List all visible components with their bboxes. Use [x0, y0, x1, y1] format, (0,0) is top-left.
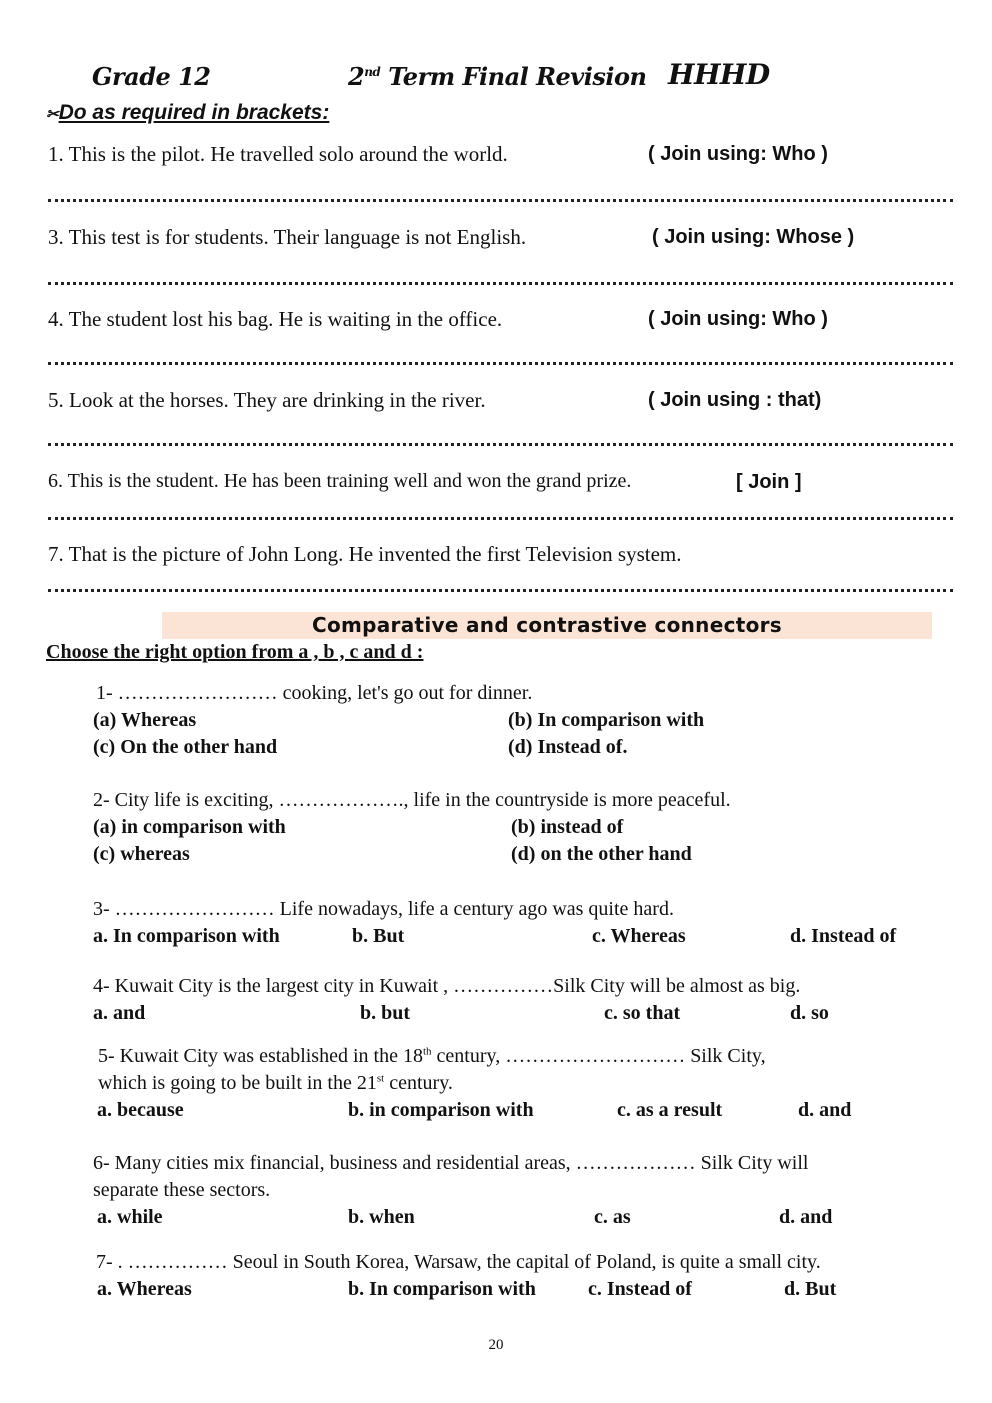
section-heading-text: Do as required in brackets: — [58, 101, 330, 124]
exercise-3-instruction: ( Join using: Whose ) — [652, 226, 855, 248]
mcq-1-option-d[interactable]: (d) Instead of. — [508, 736, 628, 758]
mcq-5-sup-st: st — [376, 1072, 385, 1085]
exercise-7-text: 7. That is the picture of John Long. He invented the first Television system. — [48, 542, 682, 566]
school-code: HHHD — [668, 58, 770, 91]
answer-line-6[interactable] — [48, 517, 953, 520]
mcq-5-sup-th: th — [422, 1045, 432, 1058]
mcq-3-option-b[interactable]: b. But — [352, 925, 405, 947]
mcq-5-part-b: century, ……………………… Silk City, — [431, 1045, 766, 1067]
mcq-4-question: 4- Kuwait City is the largest city in Kuwait , ……………Silk City will be almost as big. — [93, 975, 801, 997]
section-banner-text: Comparative and contrastive connectors — [311, 613, 783, 637]
mcq-4-option-a[interactable]: a. and — [93, 1002, 146, 1024]
exercise-4-instruction: ( Join using: Who ) — [648, 308, 828, 330]
mcq-2-option-c[interactable]: (c) whereas — [93, 843, 190, 865]
choose-instruction: Choose the right option from a , b , c and d : — [46, 641, 424, 663]
mcq-4-option-b[interactable]: b. but — [360, 1002, 411, 1024]
mcq-7-option-c[interactable]: c. Instead of — [588, 1278, 692, 1300]
mcq-5-part-d: century. — [384, 1072, 453, 1094]
mcq-4-option-c[interactable]: c. so that — [604, 1002, 681, 1024]
mcq-6-option-a[interactable]: a. while — [97, 1206, 163, 1228]
scissors-icon: ✂ — [46, 106, 59, 123]
mcq-1-question: 1- …………………… cooking, let's go out for dinner. — [96, 682, 533, 704]
mcq-7-option-d[interactable]: d. But — [784, 1278, 837, 1300]
answer-line-4[interactable] — [48, 362, 953, 365]
mcq-7-question: 7- . …………… Seoul in South Korea, Warsaw, the capital of Poland, is quite a small city. — [96, 1251, 821, 1273]
term-text: Term Final Revision — [388, 62, 647, 91]
mcq-3-question: 3- …………………… Life nowadays, life a century ago was quite hard. — [93, 898, 674, 920]
mcq-1-option-a[interactable]: (a) Whereas — [93, 709, 197, 731]
answer-line-3[interactable] — [48, 282, 953, 285]
exercise-1-instruction: ( Join using: Who ) — [648, 143, 828, 165]
mcq-2-option-a[interactable]: (a) in comparison with — [93, 816, 286, 838]
mcq-6-option-b[interactable]: b. when — [348, 1206, 415, 1228]
section-banner — [162, 612, 932, 639]
mcq-3-option-a[interactable]: a. In comparison with — [93, 925, 280, 947]
mcq-5-part-c: which is going to be built in the 21 — [98, 1072, 377, 1094]
exercise-5-text: 5. Look at the horses. They are drinking in the river. — [48, 388, 486, 412]
mcq-5-option-a[interactable]: a. because — [97, 1099, 184, 1121]
mcq-6-option-c[interactable]: c. as — [594, 1206, 631, 1228]
answer-line-1[interactable] — [48, 199, 953, 202]
exercise-5-instruction: ( Join using : that) — [648, 389, 822, 411]
mcq-4-option-d[interactable]: d. so — [790, 1002, 829, 1024]
mcq-5-question-line2 — [98, 1072, 453, 1095]
mcq-2-question: 2- City life is exciting, ………………., life in the countryside is more peaceful. — [93, 789, 731, 811]
exercise-3-text: 3. This test is for students. Their language is not English. — [48, 225, 527, 249]
mcq-6-question-line1: 6- Many cities mix financial, business and residential areas, ……………… Silk City will — [93, 1152, 809, 1174]
mcq-5-part-a: 5- Kuwait City was established in the 18 — [98, 1045, 423, 1067]
mcq-5-option-d[interactable]: d. and — [798, 1099, 852, 1121]
term-title — [348, 62, 646, 91]
mcq-3-option-d[interactable]: d. Instead of — [790, 925, 897, 947]
mcq-7-option-b[interactable]: b. In comparison with — [348, 1278, 536, 1300]
mcq-5-question-line1 — [98, 1045, 766, 1068]
page-number: 20 — [488, 1337, 504, 1353]
answer-line-5[interactable] — [48, 443, 953, 446]
mcq-5-option-c[interactable]: c. as a result — [617, 1099, 723, 1121]
answer-line-7[interactable] — [48, 589, 953, 592]
exercise-4-text: 4. The student lost his bag. He is waiting in the office. — [48, 307, 503, 331]
mcq-6-option-d[interactable]: d. and — [779, 1206, 833, 1228]
mcq-1-option-b[interactable]: (b) In comparison with — [508, 709, 705, 731]
exercise-1-text: 1. This is the pilot. He travelled solo around the world. — [48, 142, 508, 166]
mcq-3-option-c[interactable]: c. Whereas — [592, 925, 686, 947]
term-suffix: nd — [364, 65, 381, 79]
mcq-6-question-line2: separate these sectors. — [93, 1179, 271, 1201]
mcq-1-option-c[interactable]: (c) On the other hand — [93, 736, 278, 758]
mcq-2-option-b[interactable]: (b) instead of — [511, 816, 624, 838]
mcq-5-option-b[interactable]: b. in comparison with — [348, 1099, 534, 1121]
mcq-7-option-a[interactable]: a. Whereas — [97, 1278, 192, 1300]
section-heading — [46, 101, 329, 125]
grade-label: Grade 12 — [92, 62, 211, 91]
exercise-6-text: 6. This is the student. He has been training well and won the grand prize. — [48, 470, 632, 492]
exercise-6-instruction: [ Join ] — [736, 471, 802, 493]
mcq-2-option-d[interactable]: (d) on the other hand — [511, 843, 692, 865]
term-number: 2 — [348, 62, 365, 91]
